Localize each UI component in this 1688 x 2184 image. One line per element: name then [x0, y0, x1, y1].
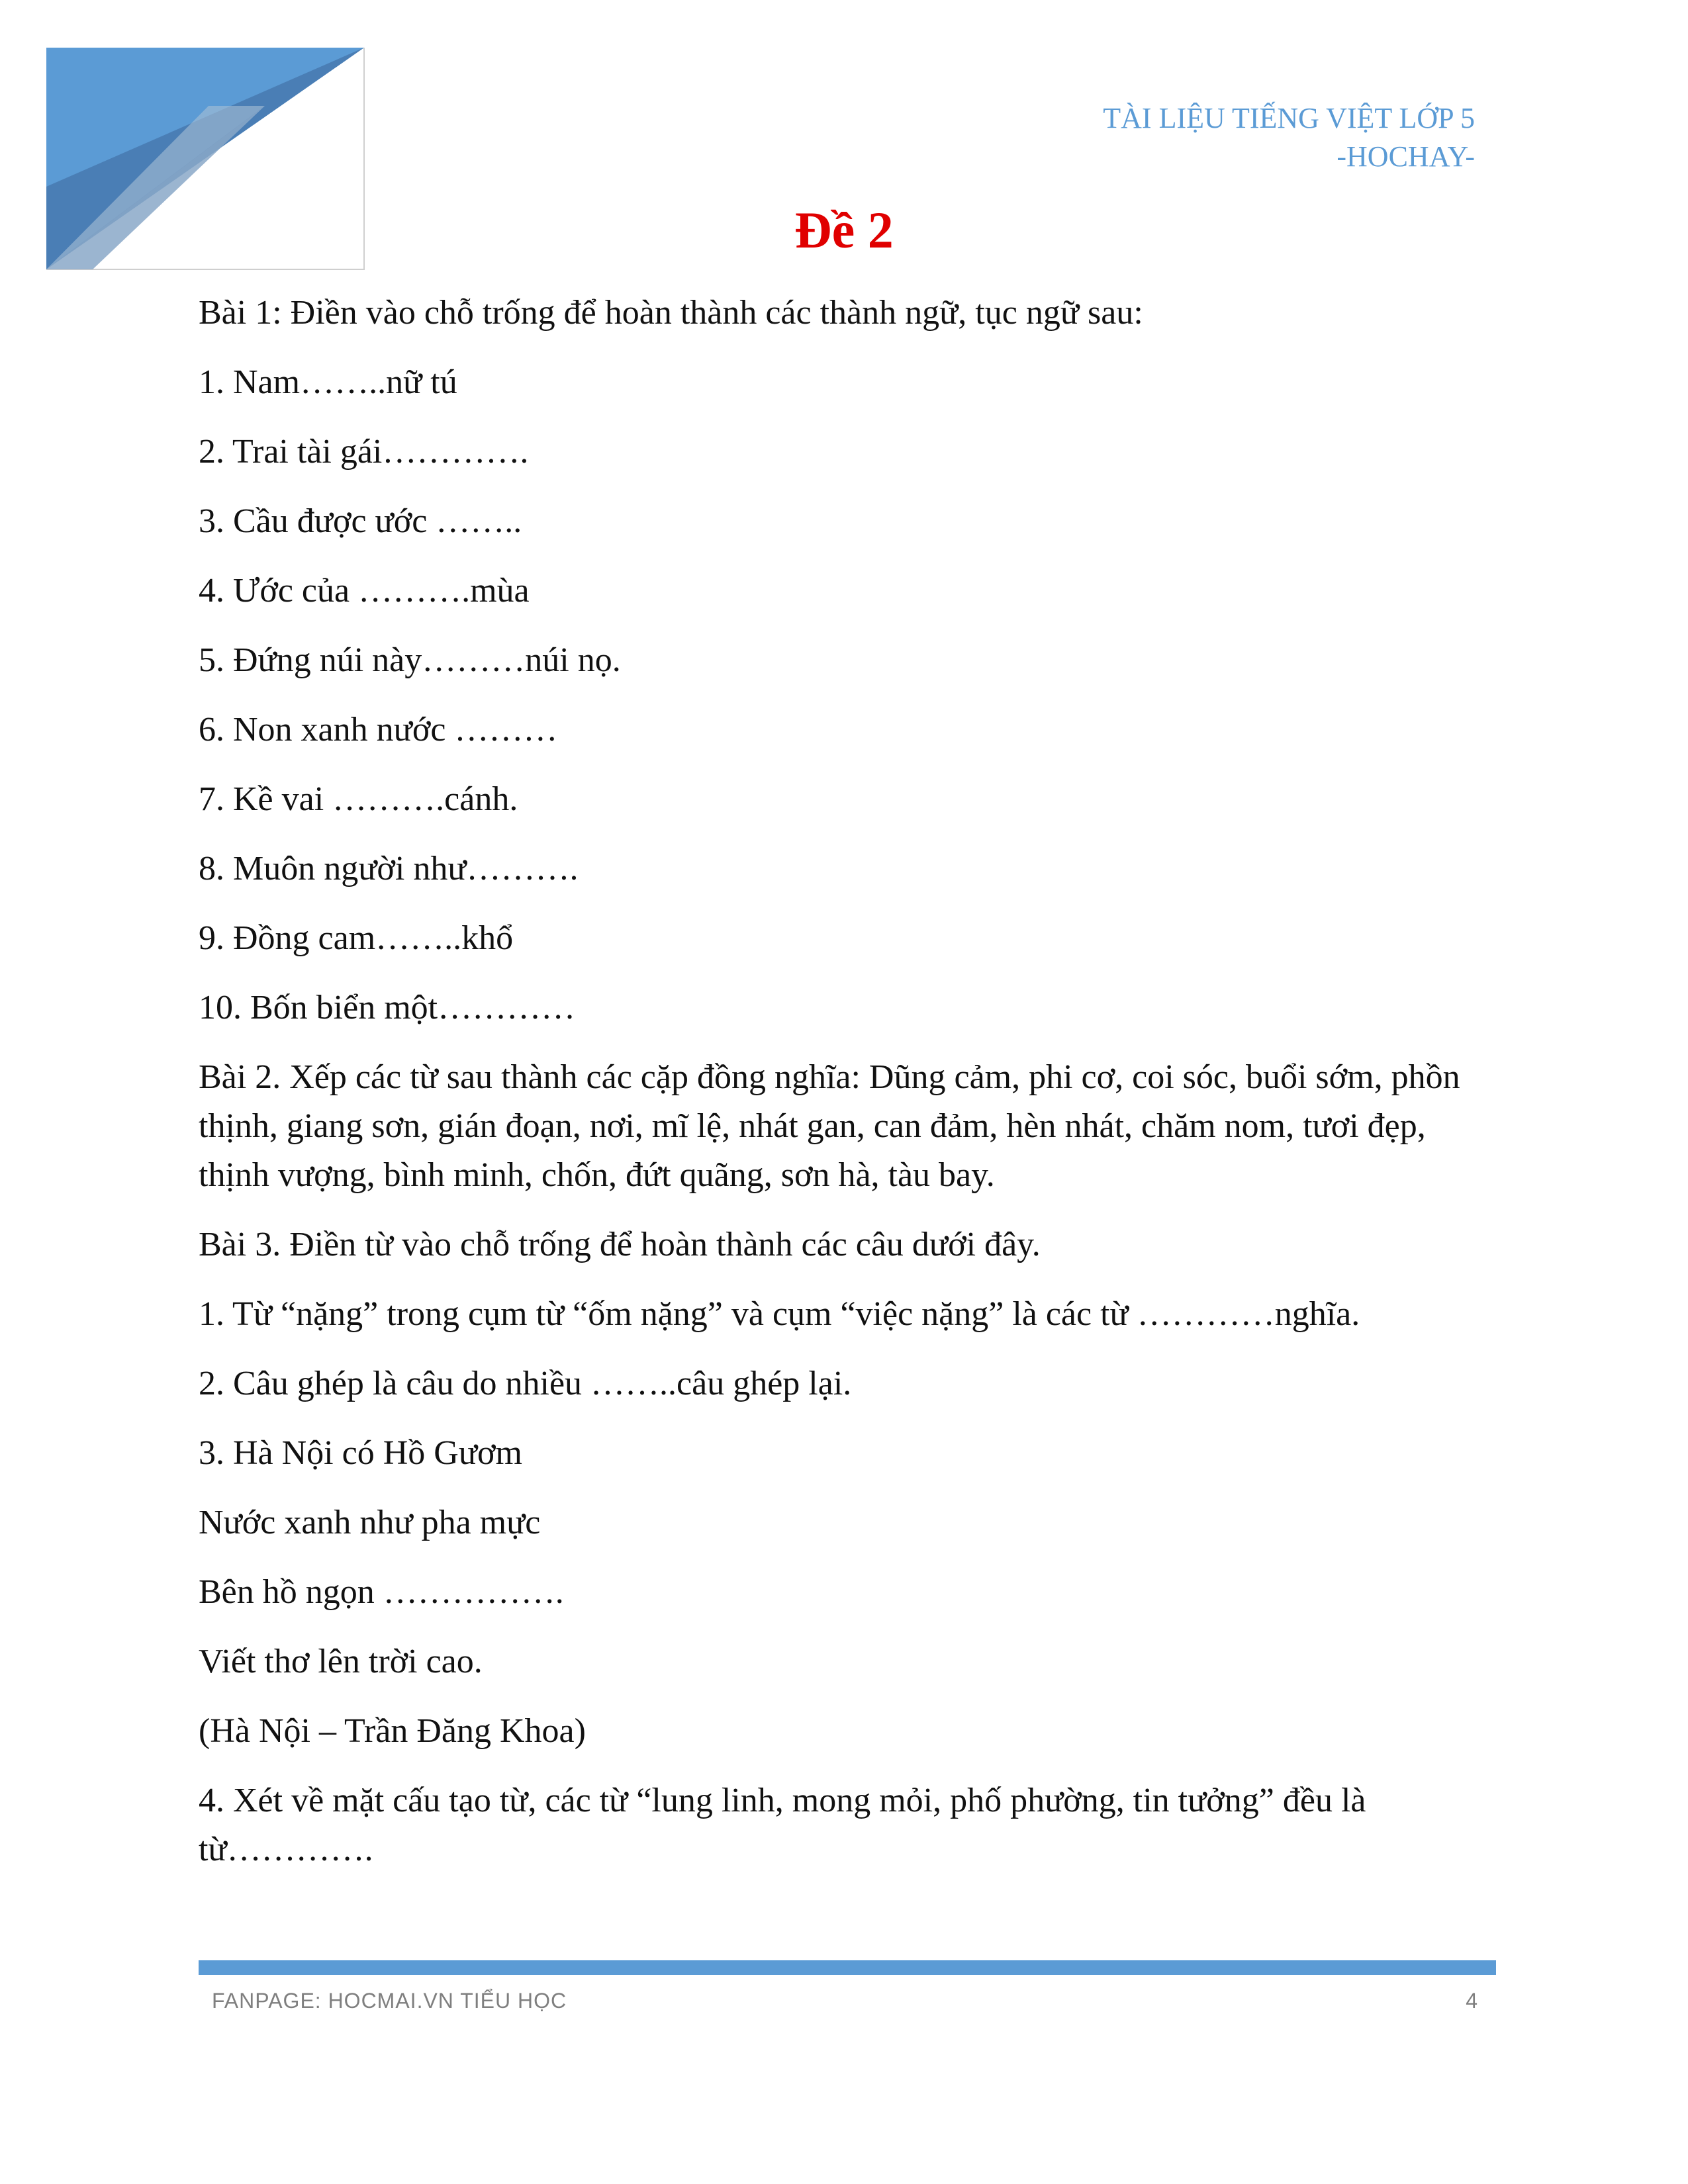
- list-item: 5. Đứng núi này………núi nọ.: [199, 641, 621, 679]
- list-item: 1. Nam……..nữ tú: [199, 363, 457, 401]
- list-item: 10. Bốn biển một…………: [199, 989, 576, 1026]
- list-item: 7. Kề vai ……….cánh.: [199, 780, 518, 818]
- list-item: 4. Xét về mặt cấu tạo từ, các từ “lung linh, mong mỏi, phố phường, tin tưởng” đều là từ………….: [199, 1782, 1366, 1868]
- exercise-2-text: Bài 2. Xếp các từ sau thành các cặp đồng nghĩa: Dũng cảm, phi cơ, coi sóc, buổi sớm, phồn thịnh, giang sơn, gián đoạn, nơi, mĩ lệ, nhát gan, can đảm, hèn nhát, chăm nom, tươi đẹp, thịnh vượng, bình minh, chốn, đứt quãng, sơn hà, tàu bay.: [199, 1058, 1460, 1194]
- poem-line: 3. Hà Nội có Hồ Gươm: [199, 1434, 522, 1472]
- list-item: 8. Muôn người như……….: [199, 850, 579, 887]
- list-item: 2. Trai tài gái………….: [199, 433, 529, 471]
- exercise-1-heading: Bài 1: Điền vào chỗ trống để hoàn thành các thành ngữ, tục ngữ sau:: [199, 294, 1143, 332]
- list-item: 4. Ước của ……….mùa: [199, 572, 530, 610]
- header-line-2: -HOCHAY-: [1336, 140, 1475, 173]
- footer-rule: [199, 1960, 1496, 1975]
- exercise-3-heading: Bài 3. Điền từ vào chỗ trống để hoàn thành các câu dưới đây.: [199, 1226, 1041, 1263]
- list-item: 3. Cầu được ước ……..: [199, 502, 522, 540]
- document-title: Đề 2: [794, 201, 894, 259]
- poem-line: Nước xanh như pha mực: [199, 1504, 541, 1541]
- page-number: 4: [1466, 1989, 1477, 2013]
- exercise-content: [199, 289, 1496, 1895]
- poem-line: Bên hồ ngọn …………….: [199, 1573, 564, 1611]
- list-item: 9. Đồng cam……..khổ: [199, 919, 514, 957]
- header-line-1: TÀI LIỆU TIẾNG VIỆT LỚP 5: [1103, 102, 1475, 134]
- poem-line: Viết thơ lên trời cao.: [199, 1643, 483, 1680]
- poem-attribution: (Hà Nội – Trần Đăng Khoa): [199, 1712, 586, 1750]
- list-item: 2. Câu ghép là câu do nhiều ……..câu ghép lại.: [199, 1365, 852, 1402]
- list-item: 1. Từ “nặng” trong cụm từ “ốm nặng” và cụm “việc nặng” là các từ …………nghĩa.: [199, 1295, 1360, 1333]
- list-item: 6. Non xanh nước ………: [199, 711, 558, 749]
- header-title: [1103, 99, 1475, 176]
- footer-fanpage: FANPAGE: HOCMAI.VN TIỂU HỌC: [212, 1989, 567, 2013]
